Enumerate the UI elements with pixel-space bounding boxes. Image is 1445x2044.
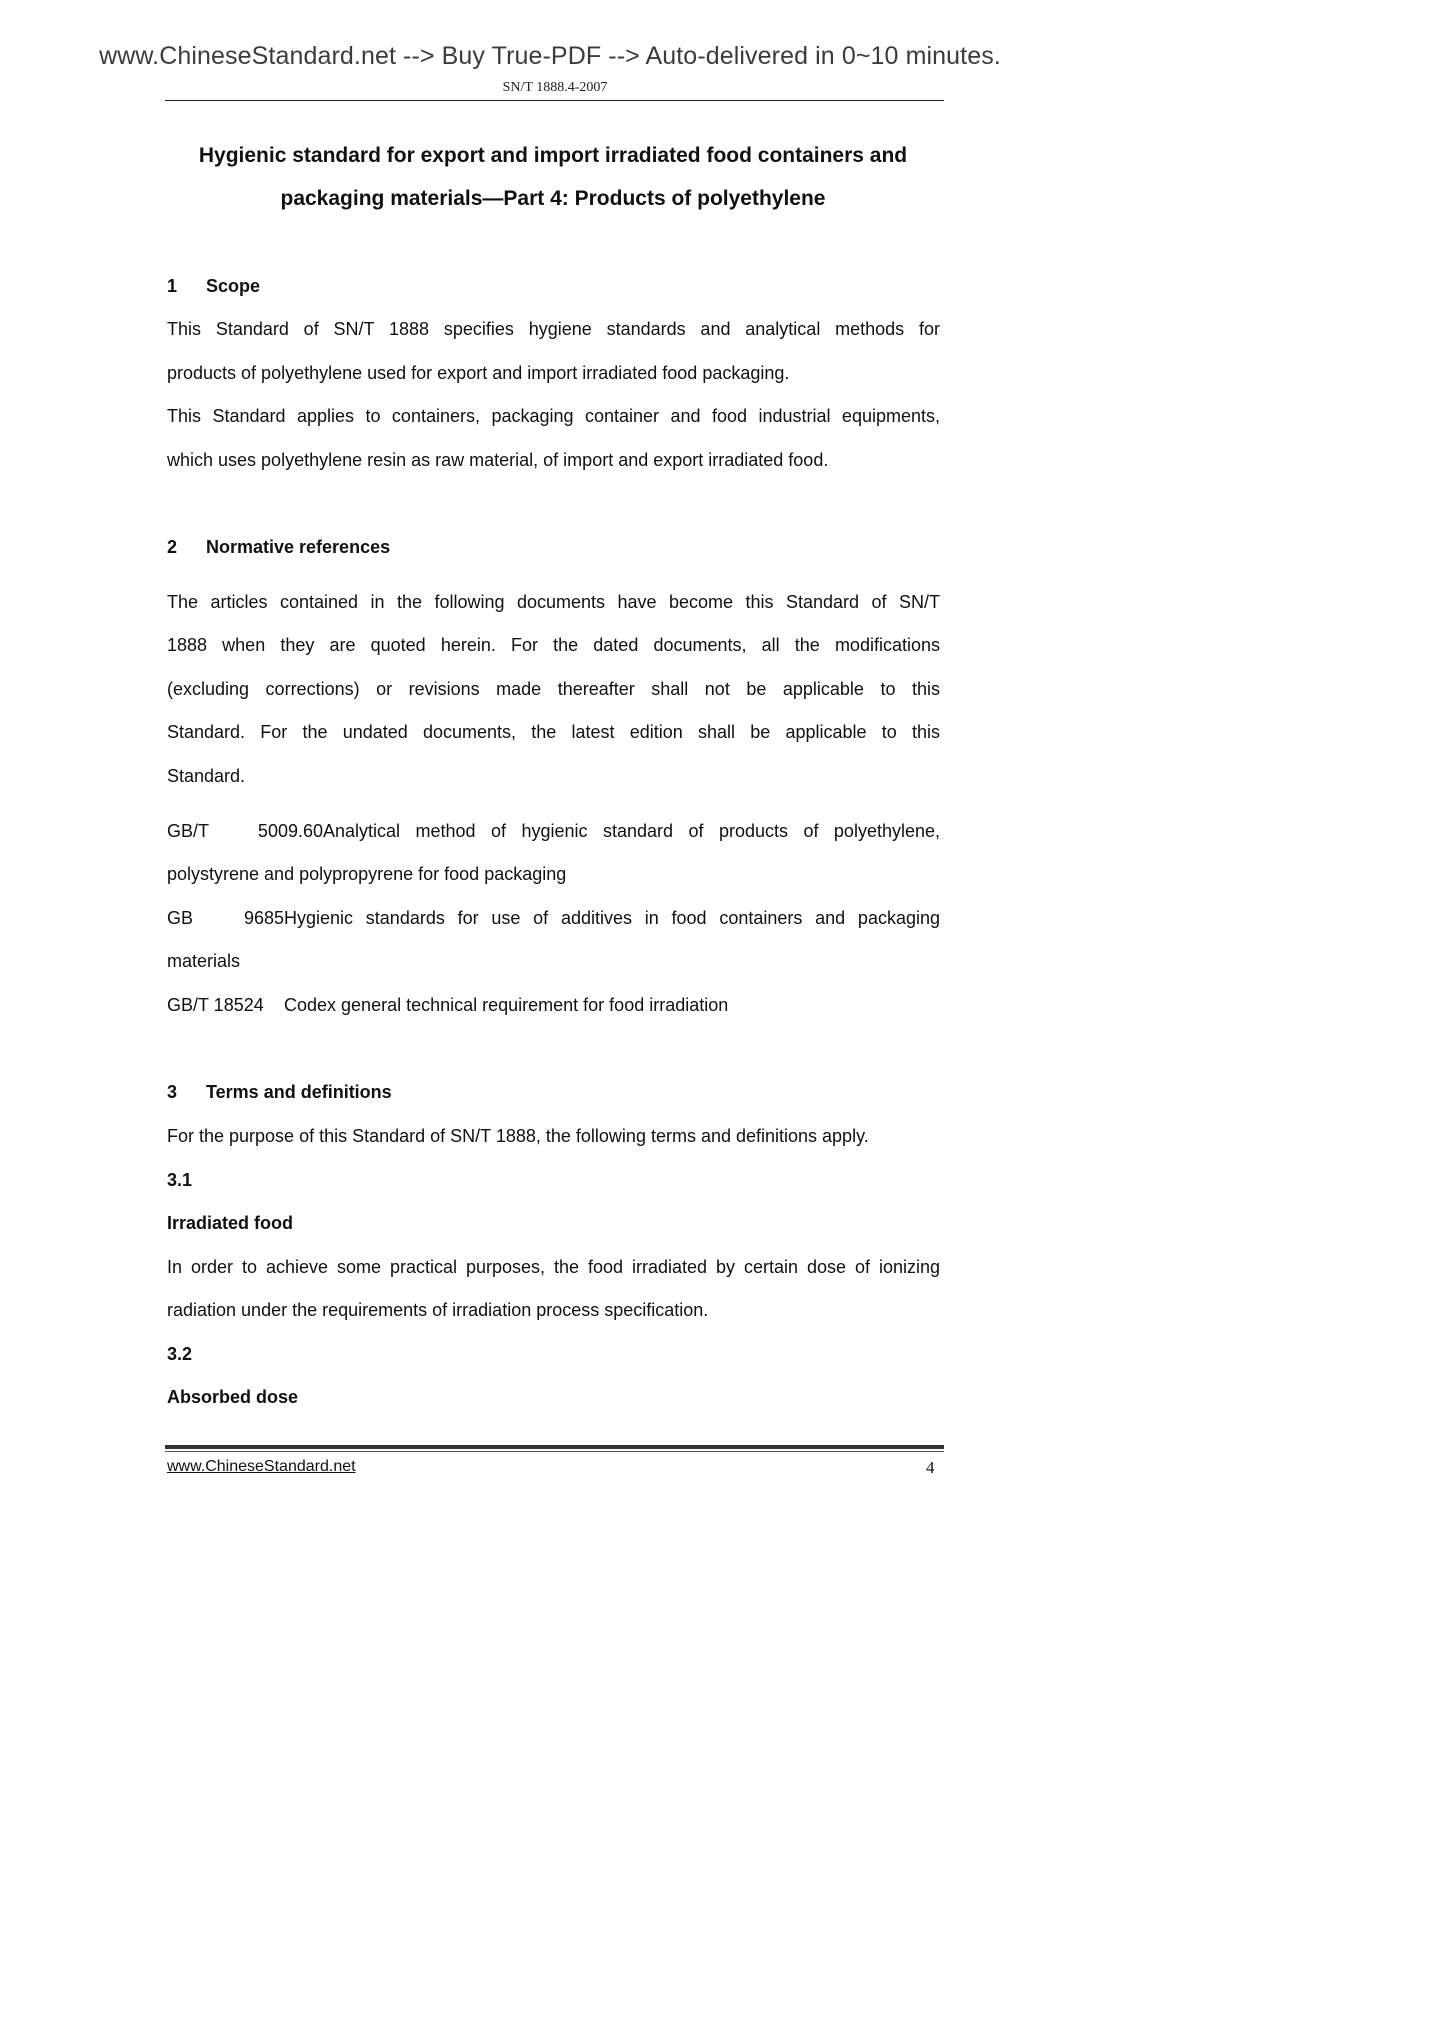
scope-para1-line1: This Standard of SN/T 1888 specifies hygiene standards and analytical methods for (167, 319, 940, 339)
reference-item (167, 821, 940, 842)
normative-para-line1: The articles contained in the following documents have become this Standard of SN/T (167, 592, 940, 612)
normative-para-line2: 1888 when they are quoted herein. For the dated documents, all the modifications (167, 635, 940, 655)
terms-intro: For the purpose of this Standard of SN/T 1888, the following terms and definitions apply. (167, 1126, 869, 1146)
footer-rule-thin (165, 1451, 944, 1452)
scope-para2-line1: This Standard applies to containers, packaging container and food industrial equipments, (167, 406, 940, 426)
section-title: Normative references (206, 537, 391, 557)
document-title-line-2: packaging materials—Part 4: Products of polyethylene (280, 187, 826, 210)
document-title-line-1: Hygienic standard for export and import irradiated food containers and (198, 144, 908, 167)
scope-para1-line2: products of polyethylene used for export and import irradiated food packaging. (167, 363, 790, 383)
normative-para-line5: Standard. (167, 766, 246, 786)
normative-para-line3: (excluding corrections) or revisions made thereafter shall not be applicable to this (167, 679, 940, 699)
page-number: 4 (926, 1458, 935, 1477)
section-title: Terms and definitions (206, 1082, 392, 1102)
reference-title: Hygienic standards for use of additives in food containers and packaging (284, 908, 940, 928)
top-banner: www.ChineseStandard.net --> Buy True-PDF --> Auto-delivered in 0~10 minutes. (99, 42, 1001, 70)
section-2-heading (167, 537, 390, 558)
footer-rule (165, 1445, 944, 1449)
term-number: 3.2 (167, 1344, 193, 1364)
document-id: SN/T 1888.4-2007 (502, 80, 608, 95)
section-number: 3 (167, 1082, 178, 1102)
section-3-heading (167, 1082, 392, 1103)
reference-item (167, 995, 728, 1016)
reference-item (167, 908, 940, 929)
section-1-heading (167, 276, 260, 297)
reference-code: GB/T 5009.60 (167, 821, 323, 841)
reference-title: Analytical method of hygienic standard of products of polyethylene, (323, 821, 940, 841)
section-title: Scope (206, 276, 261, 296)
footer-site-link[interactable]: www.ChineseStandard.net (167, 1458, 356, 1475)
reference-title-cont: polystyrene and polypropyrene for food packaging (167, 864, 567, 884)
reference-title: Codex general technical requirement for food irradiation (284, 995, 729, 1015)
scope-para2-line2: which uses polyethylene resin as raw material, of import and export irradiated food. (167, 450, 829, 470)
reference-title-cont: materials (167, 951, 241, 971)
term-name: Absorbed dose (167, 1387, 299, 1407)
term-definition-line1: In order to achieve some practical purposes, the food irradiated by certain dose of ionizing (167, 1257, 940, 1277)
term-number: 3.1 (167, 1170, 193, 1190)
section-number: 2 (167, 537, 178, 557)
reference-code: GB/T 18524 (167, 995, 264, 1015)
header-rule (165, 100, 944, 101)
term-name: Irradiated food (167, 1213, 294, 1233)
reference-code: GB 9685 (167, 908, 284, 928)
normative-para-line4: Standard. For the undated documents, the latest edition shall be applicable to this (167, 722, 940, 742)
section-number: 1 (167, 276, 178, 296)
term-definition-line2: radiation under the requirements of irradiation process specification. (167, 1300, 709, 1320)
